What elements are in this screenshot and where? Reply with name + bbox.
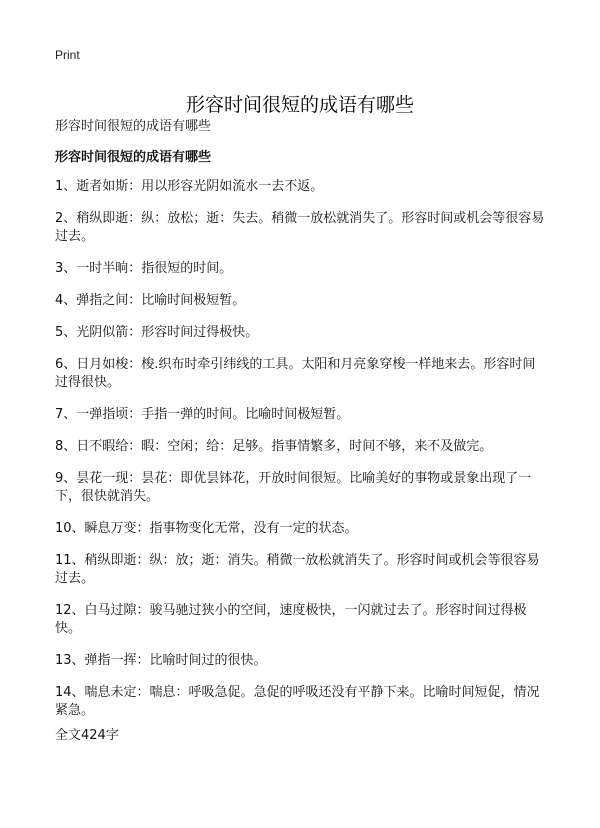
list-item: 13、弹指一挥：比喻时间过的很快。 [55, 653, 267, 668]
print-link[interactable]: Print [55, 48, 80, 62]
list-item: 14、喘息未定：喘息：呼吸急促。急促的呼吸还没有平静下来。比喻时间短促，情况紧急。 [55, 685, 540, 718]
list-item: 3、一时半晌：指很短的时间。 [55, 261, 233, 276]
list-item: 9、昙花一现：昙花：即优昙钵花，开放时间很短。比喻美好的事物或景象出现了一下，很快就消失。 [55, 471, 532, 504]
idiom-list [55, 178, 547, 734]
list-item: 6、日月如梭：梭.织布时牵引纬线的工具。太阳和月亮象穿梭一样地来去。形容时间过得很快。 [55, 357, 536, 390]
word-count: 全文424字 [55, 728, 119, 743]
list-item: 2、稍纵即逝：纵：放松；逝：失去。稍微一放松就消失了。形容时间或机会等很容易过去。 [55, 211, 545, 244]
subtitle: 形容时间很短的成语有哪些 [55, 119, 212, 134]
page-title: 形容时间很短的成语有哪些 [185, 93, 414, 116]
list-item: 8、日不暇给：暇：空闲；给：足够。指事情繁多，时间不够，来不及做完。 [55, 439, 493, 454]
list-item: 12、白马过隙：骏马驰过狭小的空间，速度极快，一闪就过去了。形容时间过得极快。 [55, 603, 527, 636]
list-item: 4、弹指之间：比喻时间极短暂。 [55, 293, 246, 308]
list-item: 5、光阴似箭：形容时间过得极快。 [55, 325, 259, 340]
list-item: 1、逝者如斯：用以形容光阴如流水一去不返。 [55, 179, 324, 194]
section-heading: 形容时间很短的成语有哪些 [55, 150, 212, 165]
list-item: 11、稍纵即逝：纵：放；逝：消失。稍微一放松就消失了。形容时间或机会等很容易过去。 [55, 553, 540, 586]
list-item: 10、瞬息万变：指事物变化无常，没有一定的状态。 [55, 521, 358, 536]
list-item: 7、一弹指顷：手指一弹的时间。比喻时间极短暂。 [55, 407, 350, 422]
